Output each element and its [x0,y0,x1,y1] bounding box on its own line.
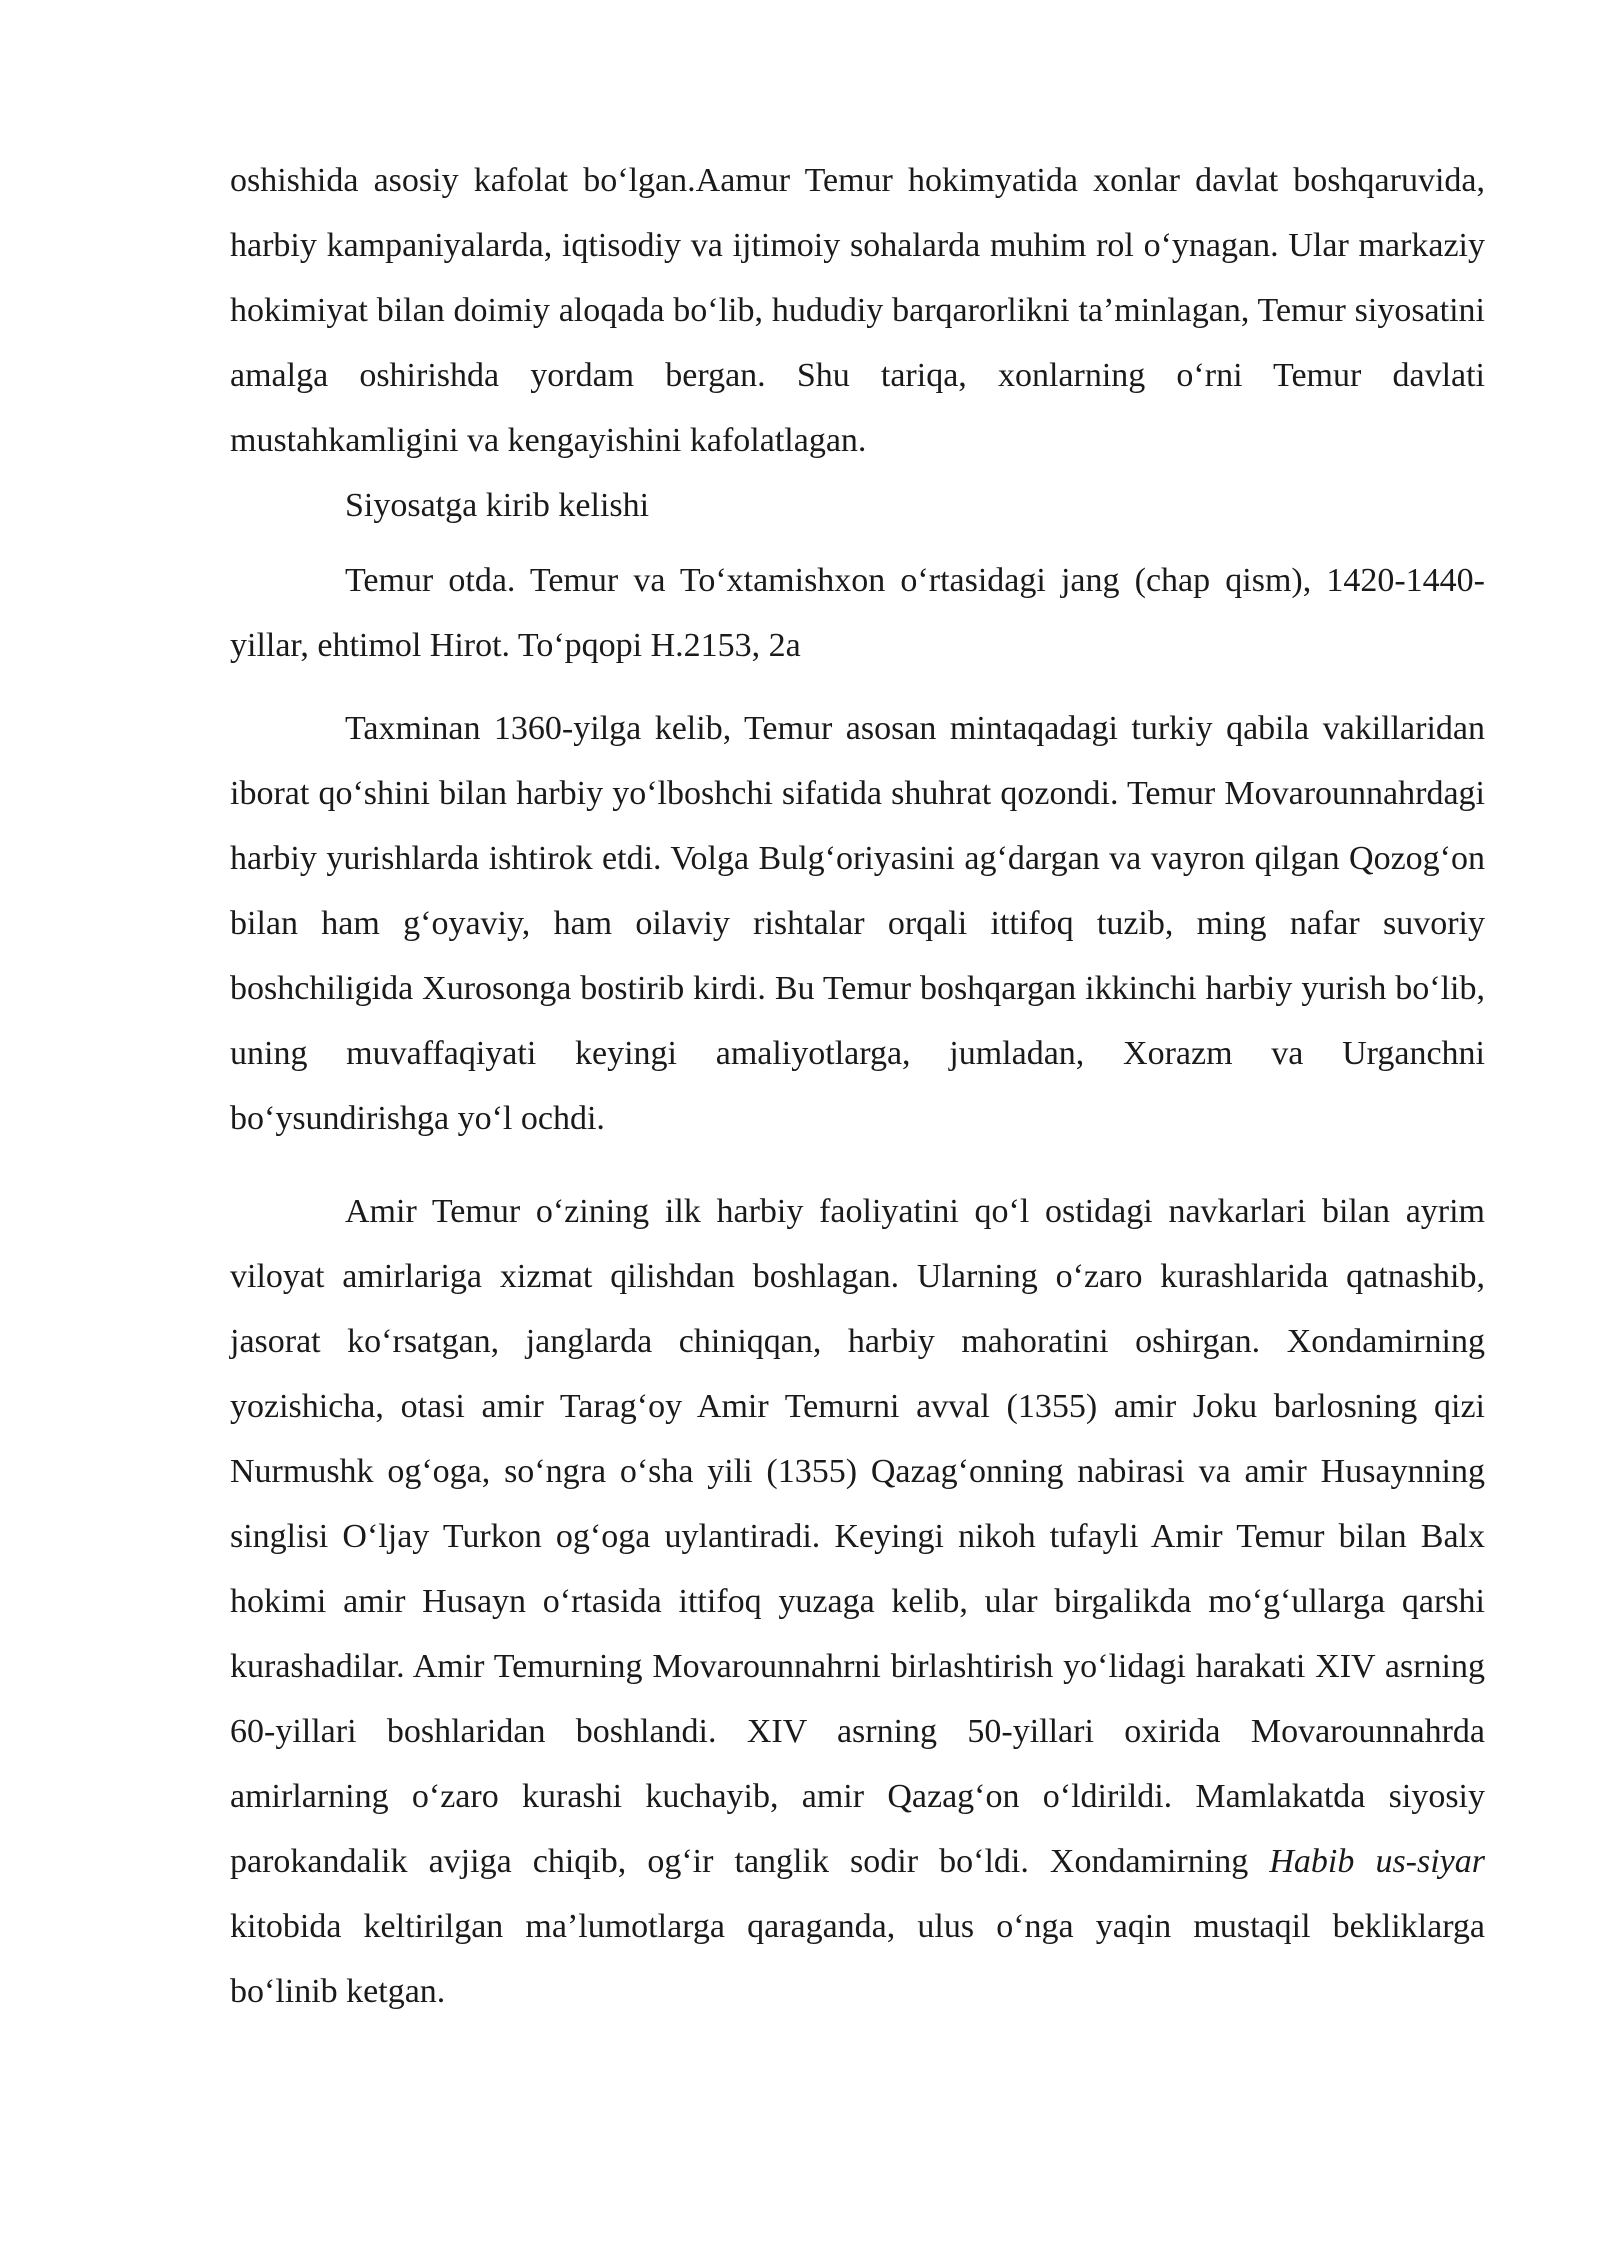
paragraph-text-part1: Amir Temur o‘zining ilk harbiy faoliyatini qo‘l ostidagi navkarlari bilan ayrim viloyat amirlariga xizmat qilishdan boshlagan. Ularning o‘zaro kurashlarida qatnashib, jasorat ko‘rsatgan, janglarda chiniqqan, harbiy mahoratini oshirgan. Xondamirning yozishicha, otasi amir Tarag‘oy Amir Temurni avval (1355) amir Joku barlosning qizi Nurmushk og‘oga, so‘ngra o‘sha yili (1355) Qazag‘onning nabirasi va amir Husaynning singlisi O‘ljay Turkon og‘oga uylantiradi. Keyingi nikoh tufayli Amir Temur bilan Balx hokimi amir Husayn o‘rtasida ittifoq yuzaga kelib, ular birgalikda mo‘g‘ullarga qarshi kurashadilar. Amir Temurning Movarounnahrni birlashtirish yo‘lidagi harakati XIV asrning 60-yillari boshlaridan boshlandi. XIV asrning 50-yillari oxirida Movarounnahrda amirlarning o‘zaro kurashi kuchayib, amir Qazag‘on o‘ldirildi. Mamlakatda siyosiy parokandalik avjiga chiqib, og‘ir tanglik sodir bo‘ldi. Xondamirning [230,1193,1485,1880]
document-page [230,148,1485,2024]
image-caption: Temur otda. Temur va To‘xtamishxon o‘rtasidagi jang (chap qism), 1420-1440-yillar, ehtimol Hirot. To‘pqopi H.2153, 2a [230,562,1485,664]
book-title-habib-us-siyar: Habib us-siyar [1269,1843,1485,1880]
paragraph-1360: Taxminan 1360-yilga kelib, Temur asosan mintaqadagi turkiy qabila vakillaridan iborat qo‘shini bilan harbiy yo‘lboshchi sifatida shuhrat qozondi. Temur Movarounnahrdagi harbiy yurishlarda ishtirok etdi. Volga Bulg‘oriyasini ag‘dargan va vayron qilgan Qozog‘on bilan ham g‘oyaviy, ham oilaviy rishtalar orqali ittifoq tuzib, ming nafar suvoriy boshchiligida Xurosonga bostirib kirdi. Bu Temur boshqargan ikkinchi harbiy yurish bo‘lib, uning muvaffaqiyati keyingi amaliyotlarga, jumladan, Xorazm va Urganchni bo‘ysundirishga yo‘l ochdi. [230,710,1485,1137]
section-heading: Siyosatga kirib kelishi [345,487,650,524]
paragraph-text-part2: kitobida keltirilgan ma’lumotlarga qaraganda, ulus o‘nga yaqin mustaqil bekliklarga bo‘linib ketgan. [230,1908,1485,2010]
paragraph-early-career [230,1179,1485,2024]
paragraph-xonlar-role: oshishida asosiy kafolat bo‘lgan.Aamur Temur hokimyatida xonlar davlat boshqaruvida, harbiy kampaniyalarda, iqtisodiy va ijtimoiy sohalarda muhim rol o‘ynagan. Ular markaziy hokimiyat bilan doimiy aloqada bo‘lib, hududiy barqarorlikni ta’minlagan, Temur siyosatini amalga oshirishda yordam bergan. Shu tariqa, xonlarning o‘rni Temur davlati mustahkamligini va kengayishini kafolatlagan. [230,162,1485,459]
